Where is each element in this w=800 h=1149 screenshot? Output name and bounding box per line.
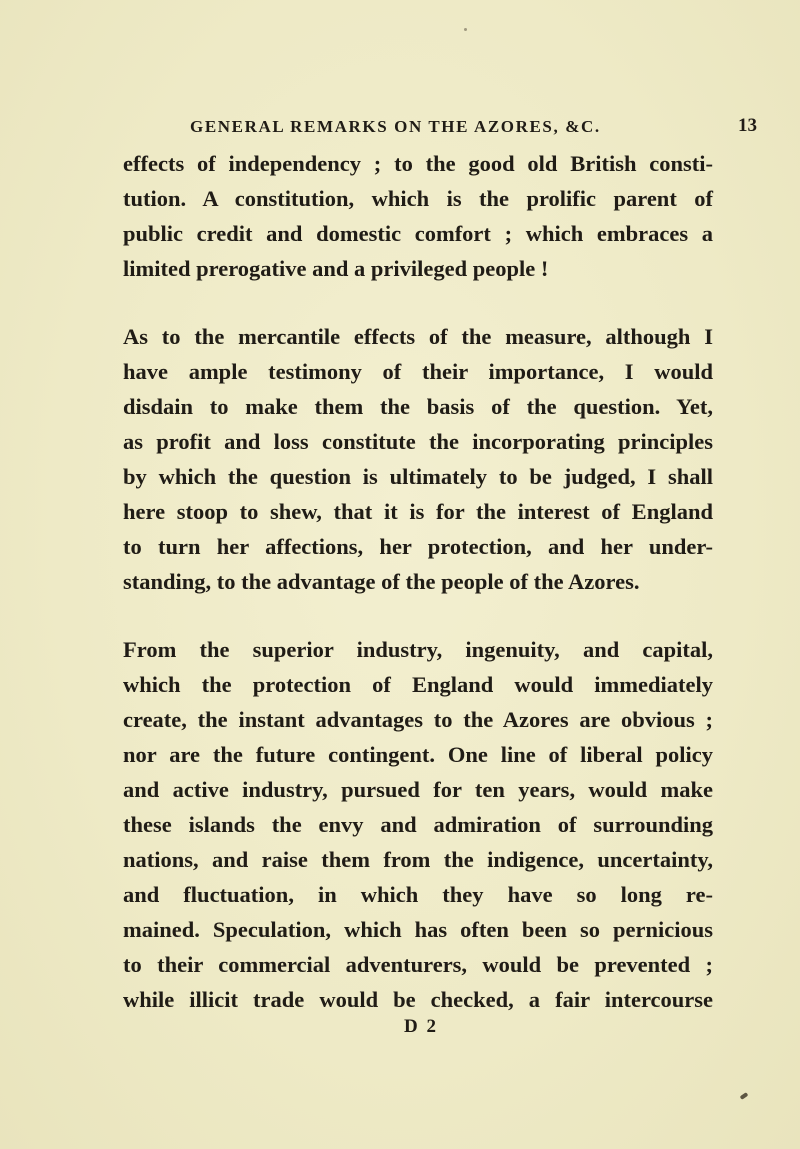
text-line: create, the instant advantages to the Azores are obvious ; — [123, 707, 713, 732]
text-line: limited prerogative and a privileged people ! — [123, 256, 549, 281]
ink-mark — [740, 1092, 749, 1100]
paper-speck — [464, 28, 467, 31]
text-line: have ample testimony of their importance, I would — [123, 359, 713, 384]
body-text — [123, 146, 713, 1017]
paragraph — [123, 146, 713, 286]
text-line: tution. A constitution, which is the prolific parent of — [123, 186, 713, 211]
text-line: here stoop to shew, that it is for the interest of England — [123, 499, 713, 524]
text-line: effects of independency ; to the good old British consti- — [123, 151, 713, 176]
text-line: which the protection of England would immediately — [123, 672, 713, 697]
paragraph-gap — [123, 286, 713, 319]
text-line: and fluctuation, in which they have so long re- — [123, 882, 713, 907]
text-line: while illicit trade would be checked, a fair intercourse — [123, 987, 713, 1012]
text-line: nor are the future contingent. One line of liberal policy — [123, 742, 713, 767]
signature-mark: D 2 — [404, 1016, 438, 1037]
text-line: by which the question is ultimately to be judged, I shall — [123, 464, 713, 489]
text-line: public credit and domestic comfort ; which embraces a — [123, 221, 713, 246]
text-line: As to the mercantile effects of the measure, although I — [123, 324, 713, 349]
text-line: From the superior industry, ingenuity, and capital, — [123, 637, 713, 662]
paragraph-gap — [123, 599, 713, 632]
text-line: nations, and raise them from the indigence, uncertainty, — [123, 847, 713, 872]
running-head-title: GENERAL REMARKS ON THE AZORES, &C. — [190, 117, 601, 136]
text-line: to their commercial adventurers, would be prevented ; — [123, 952, 713, 977]
text-line: standing, to the advantage of the people of the Azores. — [123, 569, 640, 594]
paragraph — [123, 319, 713, 599]
text-line: mained. Speculation, which has often been so pernicious — [123, 917, 713, 942]
text-line: and active industry, pursued for ten years, would make — [123, 777, 713, 802]
running-head — [0, 117, 800, 141]
text-line: these islands the envy and admiration of surrounding — [123, 812, 713, 837]
paragraph — [123, 632, 713, 1017]
page-number: 13 — [738, 115, 757, 136]
text-line: disdain to make them the basis of the question. Yet, — [123, 394, 713, 419]
text-line: to turn her affections, her protection, and her under- — [123, 534, 713, 559]
text-line: as profit and loss constitute the incorporating principles — [123, 429, 713, 454]
